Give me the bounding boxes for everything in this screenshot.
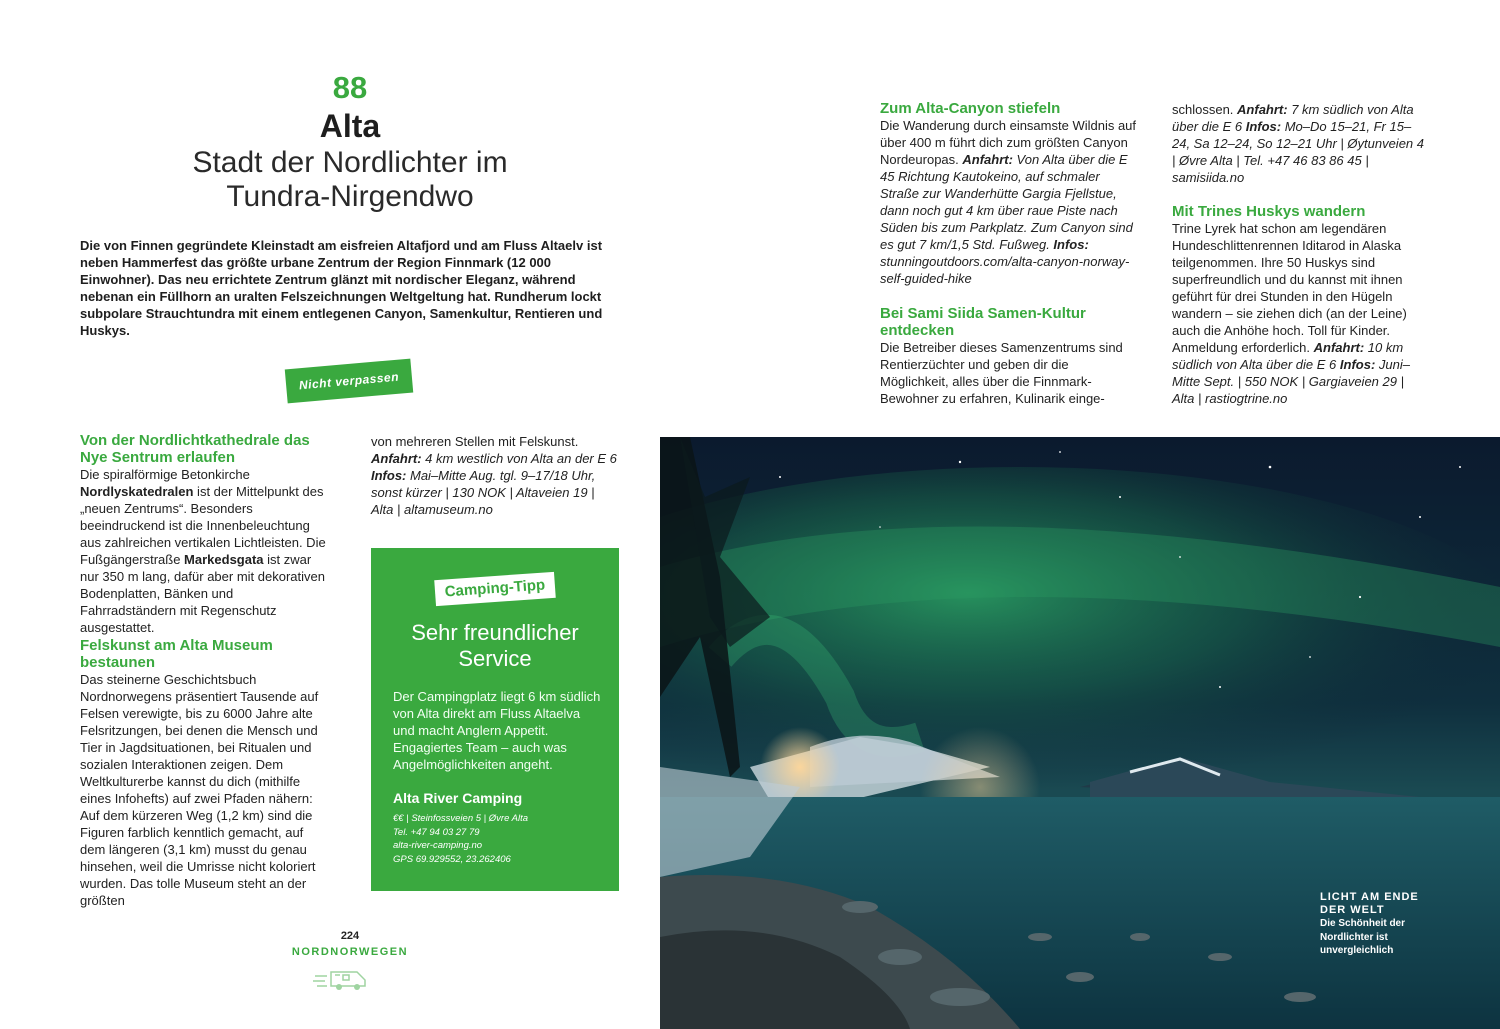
section-sami-continued [1172,101,1424,186]
section-text: schlossen. Anfahrt: 7 km südlich von Alta über die E 6 Infos: Mo–Do 15–21, Fr 15–24, Sa 12–24, So 12–21 Uhr | Øytunveien 4 | Øvre Alta | Tel. +47 46 83 86 45 | samisiida.no [1172,102,1424,185]
region-label: NORDNORWEGEN [291,946,409,958]
camping-tip-box [371,548,619,891]
section-heading: Felskunst am Alta Museum bestaunen [80,637,273,671]
camping-tipp-tag: Camping-Tipp [434,572,556,606]
caption-text: Die Schönheit der Nordlichter ist unvergleichlich [1320,918,1406,956]
section-text: von mehreren Stellen mit Felskunst. Anfahrt: 4 km westlich von Alta an der E 6 Infos: Mai–Mitte Aug. tgl. 9–17/18 Uhr, sonst kürzer | 130 NOK | Altaveien 19 | Alta | altamuseum.no [371,434,617,517]
chapter-number: 88 [332,70,368,105]
section-museum [80,637,330,909]
page-subtitle [80,146,620,214]
section-heading: Mit Trines Huskys wandern [1172,203,1366,220]
subtitle-line-1: Stadt der Nordlichter im [192,146,508,179]
page-number: 224 [340,930,360,942]
section-text: Trine Lyrek hat schon am legendären Hundeschlittenrennen Iditarod in Alaska teilgenommen. Ihre 50 Huskys sind superfreundlich und du kannst mit ihnen geführt für drei Stunden in den Hügeln wandern – sie ziehen dich (an der Leine) auch die Anhöhe hoch. Toll für Kinder. Anmeldung erforderlich. Anfahrt: 10 km südlich von Alta über die E 6 Infos: Juni–Mitte Sept. | 550 NOK | Gargiaveien 29 | Alta | rastiogtrine.no [1172,221,1410,406]
section-text: Die Betreiber dieses Samenzentrums sind Rentierzüchter und geben dir die Möglichkeit, alles über die Finnmark-Bewohner zu erfahren, Kulinarik einge- [880,340,1123,406]
aurora-photo [660,437,1500,1029]
photo-caption [1320,891,1480,958]
caption-title: LICHT AM ENDE DER WELT [1320,891,1419,916]
camping-box-title: Sehr freundlicher Service [411,620,579,671]
section-heading: Bei Sami Siida Samen-Kultur entdecken [880,305,1086,339]
camper-van-icon [313,966,369,992]
section-kathedrale [80,432,330,636]
section-text: Die spiralförmige Betonkirche Nordlyskatedralen ist der Mittelpunkt des „neuen Zentrums“. Besonders beeindruckend ist die Innenbeleuchtung aus zahlreichen vertikalen Lichtleisten. Die Fußgängerstraße Markedsgata ist zwar nur 350 m lang, dafür aber mit dekorativen Bodenplatten, Bänken und Fahrradständern mit Regenschutz ausgestattet. [80,467,326,635]
intro-paragraph: Die von Finnen gegründete Kleinstadt am eisfreien Altafjord und am Fluss Altaelv ist neben Hammerfest das größte urbane Zentrum der Region Finnmark (12 000 Einwohner). Das neu errichtete Zentrum glänzt mit nordischer Eleganz, während nebenan ein Füllhorn an uralten Felszeichnungen Weltgeltung hat. Rundherum lockt subpolare Strauchtundra mit einem entlegenen Canyon, Samenkultur, Rentieren und Huskys. [80,238,603,338]
camping-box-text: Der Campingplatz liegt 6 km südlich von Alta direkt am Fluss Altaelva und macht Anglern Appetit. Engagiertes Team – auch was Angelmöglichkeiten angeht. [393,689,601,772]
section-text: Die Wanderung durch einsamste Wildnis auf über 400 m führt dich zum größten Canyon Nordeuropas. Anfahrt: Von Alta über die E 45 Richtung Kautokeino, auf schmaler Straße zur Wanderhütte Gargia Fjellstue, dann noch gut 4 km über raue Piste nach Süden bis zum Parkplatz. Zum Canyon sind es gut 7 km/1,5 Std. Fußweg. Infos: stunningoutdoors.com/alta-canyon-norway-self-guided-hike [880,118,1137,286]
section-heading: Von der Nordlichtkathedrale das Nye Sentrum erlaufen [80,432,310,466]
section-sami [880,305,1130,407]
section-heading: Zum Alta-Canyon stiefeln [880,100,1061,117]
page-title: Alta [319,108,381,144]
section-text: Das steinerne Geschichtsbuch Nordnorwegens präsentiert Tausende auf Felsen verewigte, bis zu 6000 Jahre alte Felsritzungen, bei denen die Mensch und Tier in Jagdsituationen, bei Ritualen und sozialen Interaktionen zeigen. Dem Weltkulturerbe kannst du dich (mithilfe eines Infohefts) auf zwei Pfaden nähern: Auf dem kürzeren Weg (1,2 km) sind die Figuren farblich kenntlich gemacht, auf dem längeren (3,1 km) musst du genau hinsehen, weil die Umrisse nicht koloriert wurden. Das tolle Museum steht an der größten [80,672,319,908]
section-canyon [880,100,1140,287]
section-huskys [1172,203,1424,407]
nicht-verpassen-stamp: Nicht verpassen [285,359,413,404]
camping-website-link[interactable]: alta-river-camping.no [393,840,483,851]
camping-details: €€ | Steinfossveien 5 | Øvre Alta Tel. +47 94 03 27 79 alta-river-camping.no GPS 69.929552, 23.262406 [393,813,529,865]
subtitle-line-2: Tundra-Nirgendwo [226,180,474,213]
camping-name: Alta River Camping [393,790,523,806]
section-museum-continued [371,433,619,518]
